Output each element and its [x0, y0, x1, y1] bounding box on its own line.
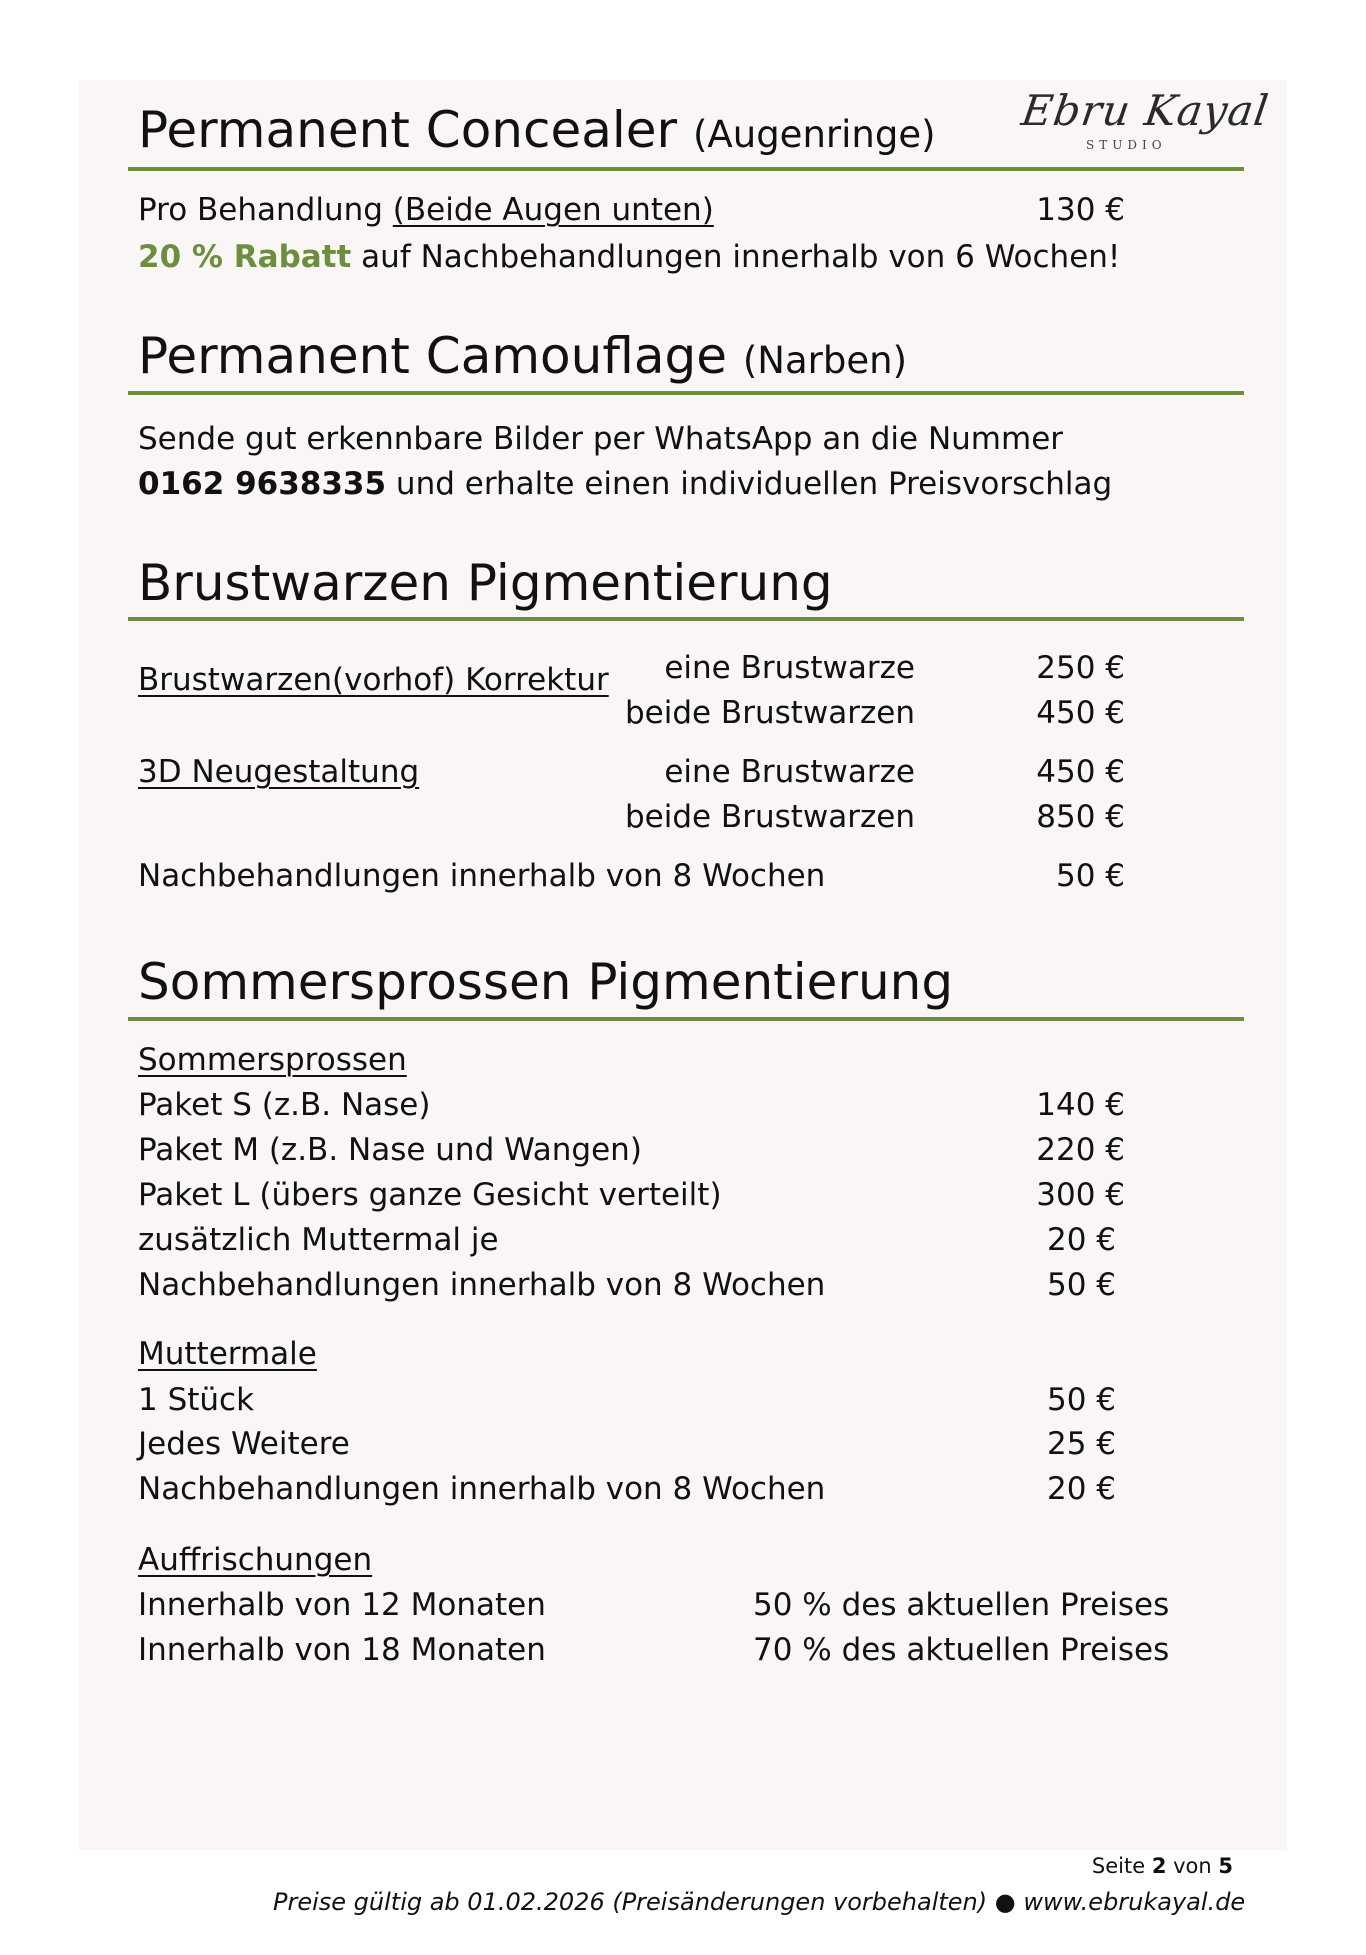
list-item-label: Innerhalb von 12 Monaten	[138, 1587, 546, 1623]
list-item-price: 140 €	[1036, 1087, 1125, 1123]
list-item-price: 70 % des aktuellen Preises	[753, 1632, 1170, 1668]
brust-korrektur-both-price: 450 €	[1036, 695, 1125, 731]
group-heading-muttermale: Muttermale	[138, 1336, 317, 1372]
concealer-discount-note: 20 % Rabatt auf Nachbehandlungen innerhalb von 6 Wochen!	[138, 239, 1121, 275]
section-title-sommersprossen: Sommersprossen Pigmentierung	[138, 953, 954, 1011]
brust-neu-both-price: 850 €	[1036, 799, 1125, 835]
brust-korrektur-both: beide Brustwarzen	[624, 695, 915, 731]
section-title-camouflage: Permanent Camouflage (Narben)	[138, 327, 908, 385]
list-item-label: Paket S (z.B. Nase)	[138, 1087, 431, 1123]
list-item-price: 50 €	[1046, 1267, 1116, 1303]
section-title-brustwarzen: Brustwarzen Pigmentierung	[138, 554, 833, 612]
list-item-label: Nachbehandlungen innerhalb von 8 Wochen	[138, 1471, 826, 1507]
brust-korrektur-one-price: 250 €	[1036, 650, 1125, 686]
list-item-price: 220 €	[1036, 1132, 1125, 1168]
group-heading-auffrischungen: Auffrischungen	[138, 1542, 373, 1578]
brust-neu-one: eine Brustwarze	[664, 754, 915, 790]
brust-followup-price: 50 €	[1055, 858, 1125, 894]
page-number: Seite 2 von 5	[1091, 1854, 1233, 1878]
list-item-label: 1 Stück	[138, 1382, 255, 1418]
section-divider	[128, 167, 1244, 171]
list-item-label: Paket L (übers ganze Gesicht verteilt)	[138, 1177, 722, 1213]
section-divider	[128, 1017, 1244, 1021]
list-item-price: 20 €	[1046, 1471, 1116, 1507]
list-item-price: 50 % des aktuellen Preises	[753, 1587, 1170, 1623]
list-item-label: zusätzlich Muttermal je	[138, 1222, 499, 1258]
list-item-price: 20 €	[1046, 1222, 1116, 1258]
brust-korrektur-label: Brustwarzen(vorhof) Korrektur	[138, 662, 609, 698]
section-divider	[128, 391, 1244, 395]
concealer-price: 130 €	[1036, 192, 1125, 228]
list-item-label: Paket M (z.B. Nase und Wangen)	[138, 1132, 642, 1168]
brust-korrektur-one: eine Brustwarze	[664, 650, 915, 686]
brust-neu-both: beide Brustwarzen	[624, 799, 915, 835]
studio-logo: Ebru Kayal	[1018, 86, 1273, 135]
brust-neu-one-price: 450 €	[1036, 754, 1125, 790]
section-title-concealer: Permanent Concealer (Augenringe)	[138, 101, 936, 159]
list-item-label: Nachbehandlungen innerhalb von 8 Wochen	[138, 1267, 826, 1303]
studio-logo-subtitle: STUDIO	[1086, 138, 1167, 152]
list-item-price: 50 €	[1046, 1382, 1116, 1418]
list-item-label: Jedes Weitere	[138, 1426, 350, 1462]
section-divider	[128, 617, 1244, 621]
list-item-price: 300 €	[1036, 1177, 1125, 1213]
list-item-price: 25 €	[1046, 1426, 1116, 1462]
list-item-label: Innerhalb von 18 Monaten	[138, 1632, 546, 1668]
camouflage-text-line2: 0162 9638335 und erhalte einen individuellen Preisvorschlag	[138, 466, 1113, 502]
camouflage-text-line1: Sende gut erkennbare Bilder per WhatsApp an die Nummer	[138, 421, 1064, 457]
brust-followup-label: Nachbehandlungen innerhalb von 8 Wochen	[138, 858, 826, 894]
brust-neugestaltung-label: 3D Neugestaltung	[138, 754, 420, 790]
footer-validity-note: Preise gültig ab 01.02.2026 (Preisänderungen vorbehalten) ● www.ebrukayal.de	[273, 1888, 1246, 1916]
whatsapp-phone-number: 0162 9638335	[138, 466, 387, 502]
concealer-price-label: Pro Behandlung (Beide Augen unten)	[138, 192, 714, 228]
group-heading-sommersprossen: Sommersprossen	[138, 1042, 407, 1078]
